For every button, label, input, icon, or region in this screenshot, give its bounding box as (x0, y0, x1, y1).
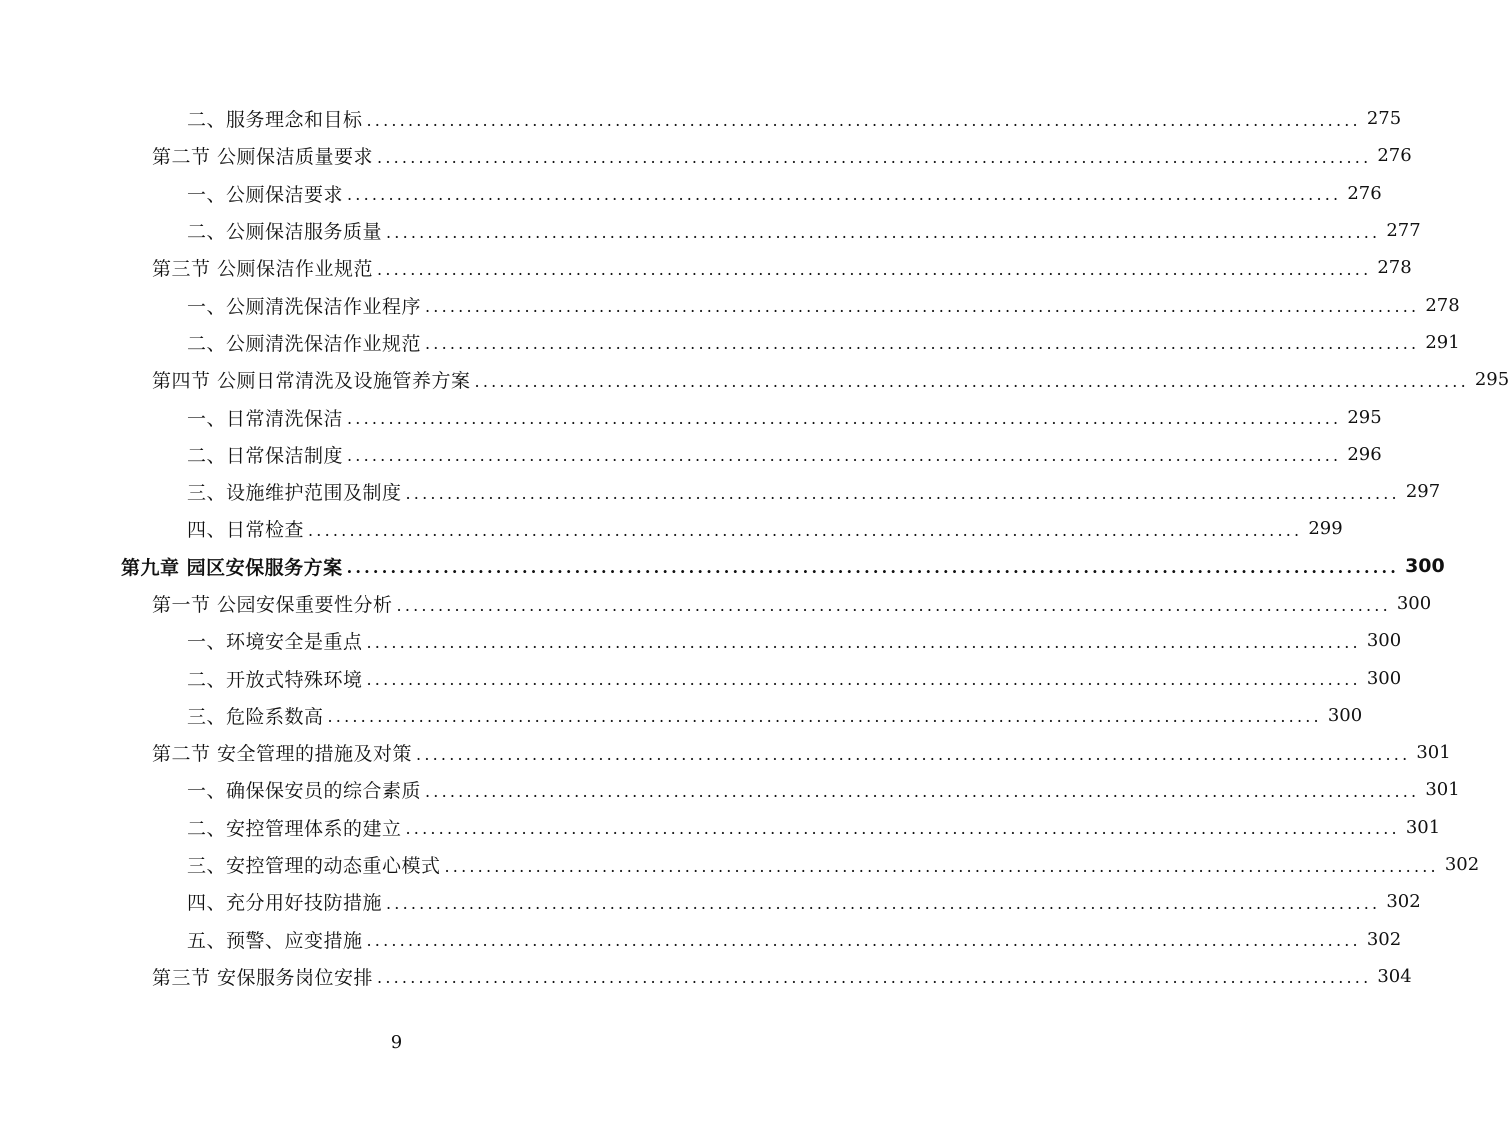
toc-subsection-entry[interactable] (0, 324, 1460, 361)
toc-dot-leader: ........................................................................................................................ (366, 670, 1361, 690)
toc-entry-line (187, 212, 1421, 249)
toc-entry-page: 304 (1377, 965, 1412, 987)
toc-subsection-entry[interactable] (0, 622, 1402, 659)
toc-subsection-entry[interactable] (0, 771, 1460, 808)
toc-subsection-entry[interactable] (0, 921, 1402, 958)
toc-entry-title: 第三节 安保服务岗位安排 (152, 966, 374, 989)
toc-entry-page: 296 (1347, 443, 1382, 465)
toc-entry-line (187, 697, 1363, 734)
toc-entry-line (152, 585, 1432, 622)
toc-entry-line (152, 734, 1451, 771)
toc-dot-leader: ........................................................................................................................ (327, 707, 1322, 727)
toc-dot-leader: ........................................................................................................................ (405, 819, 1400, 839)
toc-entry-line (152, 361, 1509, 398)
toc-entry-line (187, 771, 1460, 808)
toc-entry-page: 277 (1386, 220, 1421, 242)
toc-entry-title: 五、预警、应变措施 (187, 929, 363, 952)
toc-entry-line (187, 473, 1441, 510)
toc-entry-line (187, 622, 1402, 659)
toc-entry-page: 299 (1308, 518, 1343, 540)
toc-dot-leader: ........................................................................................................................ (366, 632, 1361, 652)
toc-entry-line (187, 324, 1460, 361)
toc-entry-title: 二、公厕清洗保洁作业规范 (187, 332, 422, 355)
toc-entry-title: 四、日常检查 (187, 519, 305, 542)
toc-entry-line (187, 398, 1382, 435)
toc-dot-leader: ........................................................................................................................ (425, 334, 1420, 354)
toc-entry-page: 300 (1327, 704, 1363, 726)
toc-dot-leader: ........................................................................................................................ (366, 110, 1361, 130)
toc-entry-page: 301 (1405, 816, 1441, 838)
toc-entry-line (121, 548, 1445, 585)
page-number: 9 (390, 1032, 403, 1053)
toc-subsection-entry[interactable] (0, 697, 1363, 734)
toc-subsection-entry[interactable] (0, 510, 1343, 547)
toc-subsection-entry[interactable] (0, 212, 1421, 249)
toc-section-entry[interactable] (0, 137, 1412, 174)
toc-dot-leader: ........................................................................................................................ (474, 371, 1469, 391)
toc-entry-page: 301 (1425, 779, 1460, 801)
toc-entry-title: 第四节 公厕日常清洗及设施管养方案 (152, 370, 471, 393)
toc-dot-leader: ........................................................................................................................ (308, 520, 1303, 540)
toc-entry-page: 275 (1366, 108, 1402, 130)
toc-entry-line (187, 809, 1441, 846)
toc-entry-title: 一、公厕清洗保洁作业程序 (187, 295, 422, 318)
toc-subsection-entry[interactable] (0, 175, 1382, 212)
toc-subsection-entry[interactable] (0, 286, 1460, 323)
toc-entry-page: 276 (1347, 182, 1382, 204)
toc-subsection-entry[interactable] (0, 473, 1441, 510)
toc-entry-page: 302 (1444, 854, 1480, 876)
toc-entry-title: 第三节 公厕保洁作业规范 (152, 258, 374, 281)
toc-subsection-entry[interactable] (0, 809, 1441, 846)
toc-entry-page: 295 (1347, 406, 1382, 428)
toc-dot-leader: ........................................................................................................................ (347, 185, 1342, 205)
toc-entry-line (187, 286, 1460, 323)
toc-dot-leader: ........................................................................................................................ (416, 744, 1411, 764)
toc-entry-title: 二、服务理念和目标 (187, 109, 363, 132)
toc-entry-page: 300 (1366, 667, 1402, 689)
toc-entry-title: 第一节 公园安保重要性分析 (152, 594, 393, 616)
toc-entry-line (152, 958, 1412, 995)
toc-subsection-entry[interactable] (0, 436, 1382, 473)
toc-entry-title: 第二节 公厕保洁质量要求 (152, 146, 374, 169)
toc-entry-title: 一、日常清洗保洁 (187, 407, 344, 430)
toc-section-entry[interactable] (0, 734, 1451, 771)
toc-entry-line (187, 175, 1382, 212)
toc-entry-page: 276 (1377, 145, 1412, 167)
toc-dot-leader: ........................................................................................................................ (347, 446, 1342, 466)
toc-dot-leader: ........................................................................................................................ (396, 595, 1391, 615)
toc-entry-title: 二、安控管理体系的建立 (187, 817, 402, 840)
toc-entry-title: 四、充分用好技防措施 (187, 892, 383, 915)
toc-subsection-entry[interactable] (0, 883, 1421, 920)
toc-entry-line (187, 100, 1402, 137)
toc-entry-line (187, 659, 1402, 696)
toc-subsection-entry[interactable] (0, 846, 1480, 883)
toc-entry-page: 300 (1396, 593, 1432, 614)
toc-entry-page: 301 (1416, 742, 1451, 764)
toc-entry-title: 三、设施维护范围及制度 (187, 482, 402, 505)
toc-dot-leader: ........................................................................................................................ (425, 297, 1420, 317)
toc-dot-leader: ........................................................................................................................ (386, 222, 1381, 242)
toc-entry-page: 302 (1366, 928, 1402, 950)
toc-dot-leader: ........................................................................................................................ (346, 558, 1400, 578)
toc-entry-page: 295 (1474, 369, 1509, 391)
toc-entry-title: 二、开放式特殊环境 (187, 668, 363, 691)
toc-entry-title: 第九章 园区安保服务方案 (121, 556, 343, 579)
toc-entry-line (187, 921, 1402, 958)
toc-entry-title: 一、环境安全是重点 (187, 631, 363, 654)
toc-entry-page: 302 (1386, 891, 1421, 913)
table-of-contents (0, 100, 1509, 995)
toc-entry-line (187, 436, 1382, 473)
toc-dot-leader: ........................................................................................................................ (425, 781, 1420, 801)
toc-dot-leader: ........................................................................................................................ (444, 856, 1439, 876)
toc-entry-line (187, 846, 1480, 883)
toc-dot-leader: ........................................................................................................................ (347, 409, 1342, 429)
toc-entry-line (152, 137, 1412, 174)
toc-entry-title: 二、日常保洁制度 (187, 444, 344, 467)
toc-dot-leader: ........................................................................................................................ (377, 968, 1372, 988)
toc-dot-leader: ........................................................................................................................ (366, 931, 1361, 951)
toc-section-entry[interactable] (0, 585, 1432, 622)
toc-dot-leader: ........................................................................................................................ (405, 483, 1400, 503)
toc-chapter-entry[interactable] (0, 548, 1445, 585)
toc-entry-line (152, 249, 1412, 286)
toc-subsection-entry[interactable] (0, 659, 1402, 696)
toc-dot-leader: ........................................................................................................................ (377, 259, 1372, 279)
toc-entry-title: 三、危险系数高 (187, 705, 324, 728)
toc-section-entry[interactable] (0, 958, 1412, 995)
toc-entry-page: 300 (1366, 630, 1402, 652)
toc-entry-title: 一、确保保安员的综合素质 (187, 780, 422, 803)
toc-section-entry[interactable] (0, 249, 1412, 286)
toc-subsection-entry[interactable] (0, 100, 1402, 137)
toc-section-entry[interactable] (0, 361, 1509, 398)
toc-dot-leader: ........................................................................................................................ (377, 147, 1372, 167)
toc-entry-title: 第二节 安全管理的措施及对策 (152, 743, 413, 766)
toc-entry-page: 278 (1425, 294, 1460, 316)
toc-entry-title: 三、安控管理的动态重心模式 (187, 855, 441, 878)
toc-entry-page: 278 (1377, 257, 1412, 279)
toc-entry-page: 297 (1405, 481, 1441, 503)
toc-entry-line (187, 510, 1343, 547)
toc-entry-page: 300 (1405, 555, 1445, 578)
toc-entry-line (187, 883, 1421, 920)
toc-subsection-entry[interactable] (0, 398, 1382, 435)
toc-entry-page: 291 (1425, 331, 1460, 353)
toc-entry-title: 一、公厕保洁要求 (187, 183, 344, 206)
toc-entry-title: 二、公厕保洁服务质量 (187, 221, 383, 244)
toc-dot-leader: ........................................................................................................................ (386, 893, 1381, 913)
